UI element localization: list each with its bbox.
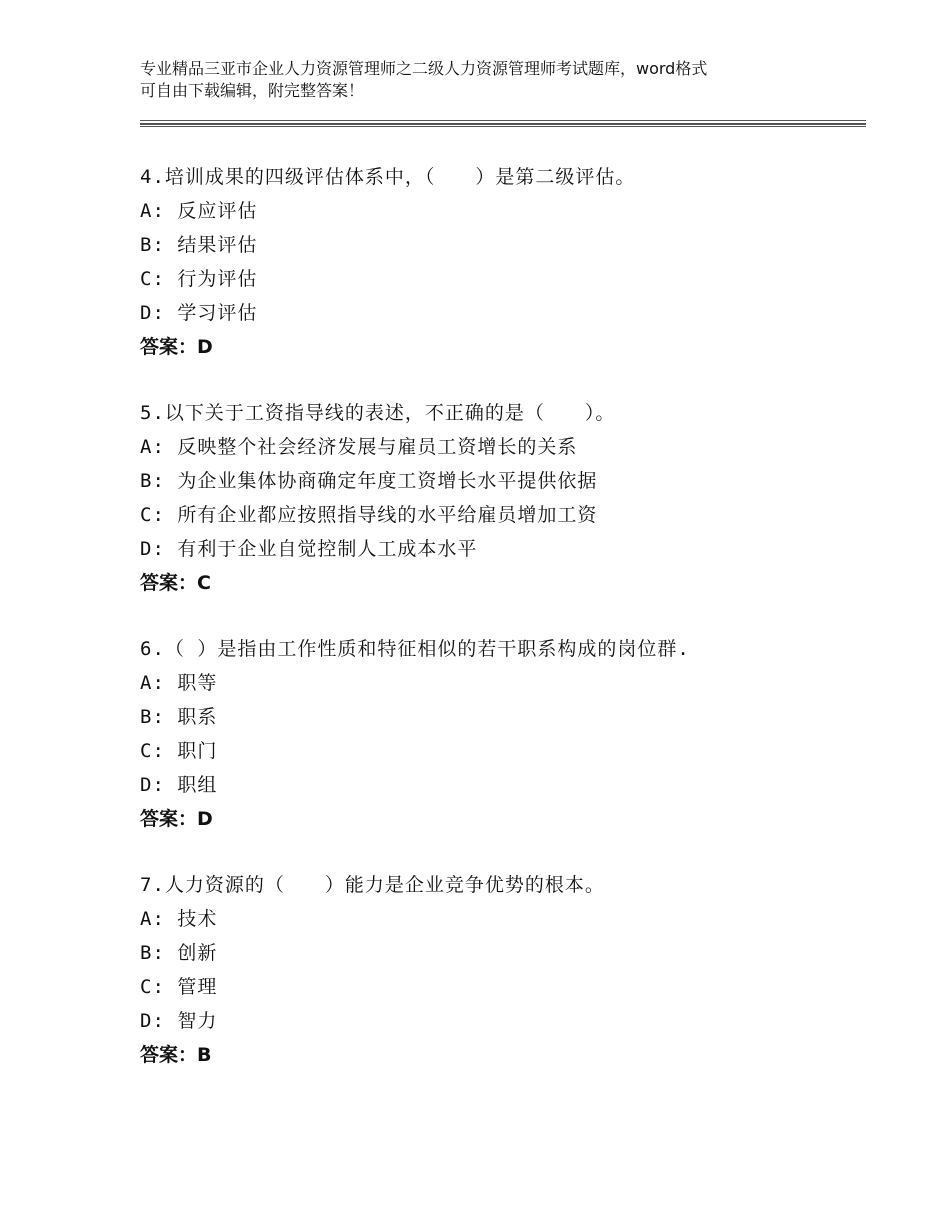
option-a: A: 反应评估 [140, 200, 258, 222]
option-d: D: 职组 [140, 774, 218, 796]
option-d: D: 智力 [140, 1010, 218, 1032]
question-7 [140, 868, 860, 1072]
option-c: C: 行为评估 [140, 268, 258, 290]
option-b: B: 创新 [140, 942, 218, 964]
question-6 [140, 632, 860, 836]
question-list [140, 160, 860, 1104]
option-c: C: 所有企业都应按照指导线的水平给雇员增加工资 [140, 504, 598, 526]
option-a: A: 职等 [140, 672, 218, 694]
answer: 答案：B [140, 1044, 212, 1066]
question-stem: 6.（ ）是指由工作性质和特征相似的若干职系构成的岗位群. [140, 638, 690, 660]
option-b: B: 职系 [140, 706, 218, 728]
header-divider-bottom [140, 126, 866, 127]
option-c: C: 职门 [140, 740, 218, 762]
header-line-1: 专业精品三亚市企业人力资源管理师之二级人力资源管理师考试题库，word格式 [140, 59, 708, 78]
option-b: B: 为企业集体协商确定年度工资增长水平提供依据 [140, 470, 598, 492]
option-d: D: 有利于企业自觉控制人工成本水平 [140, 538, 478, 560]
question-stem: 7.人力资源的（ ）能力是企业竞争优势的根本。 [140, 874, 605, 896]
question-4 [140, 160, 860, 364]
option-a: A: 技术 [140, 908, 218, 930]
option-a: A: 反映整个社会经济发展与雇员工资增长的关系 [140, 436, 578, 458]
header-divider-top [140, 120, 866, 121]
answer: 答案：D [140, 336, 213, 358]
option-d: D: 学习评估 [140, 302, 258, 324]
header-divider-middle [140, 123, 866, 125]
header-line-2: 可自由下载编辑，附完整答案！ [140, 81, 365, 100]
document-header [140, 58, 840, 102]
answer: 答案：D [140, 808, 213, 830]
question-stem: 4.培训成果的四级评估体系中，（ ）是第二级评估。 [140, 166, 636, 188]
option-b: B: 结果评估 [140, 234, 258, 256]
question-5 [140, 396, 860, 600]
answer: 答案：C [140, 572, 211, 594]
question-stem: 5.以下关于工资指导线的表述，不正确的是（ ）。 [140, 402, 616, 424]
option-c: C: 管理 [140, 976, 218, 998]
